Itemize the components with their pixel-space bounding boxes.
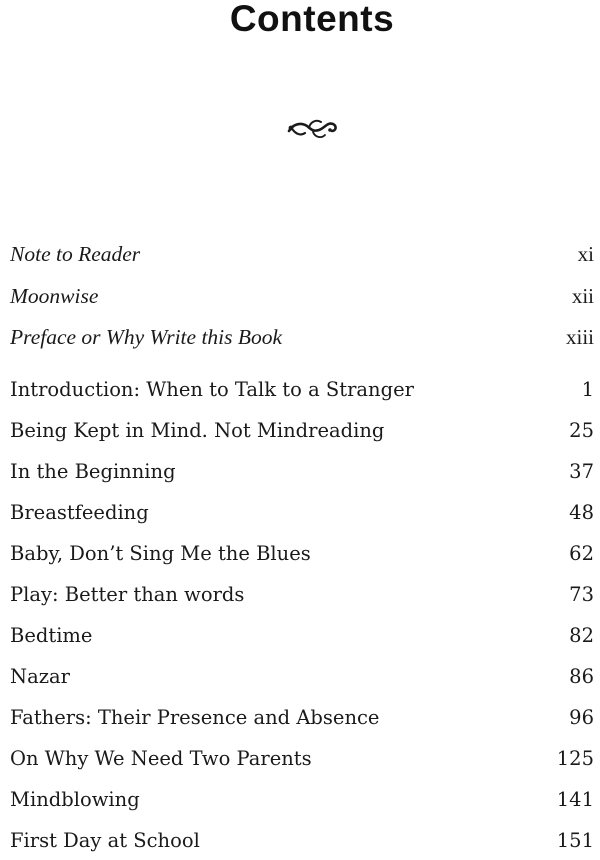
toc-entry-title: Nazar (10, 665, 70, 688)
toc-entry-page: 1 (581, 378, 594, 401)
toc-entry-title: Fathers: Their Presence and Absence (10, 706, 380, 729)
toc-entry-page: xii (571, 284, 594, 308)
toc-entry-title: On Why We Need Two Parents (10, 747, 312, 770)
toc-entry[interactable] (10, 501, 594, 531)
toc-entry-title: Bedtime (10, 624, 93, 647)
toc-entry[interactable] (10, 829, 594, 859)
toc-entry-title: First Day at School (10, 829, 200, 852)
toc-entry[interactable] (10, 624, 594, 654)
toc-entry-page: xi (577, 242, 594, 266)
toc-entry[interactable] (10, 460, 594, 490)
toc-entry-page: 125 (556, 747, 594, 770)
toc-entry[interactable] (10, 419, 594, 449)
toc-entry-page: 141 (556, 788, 594, 811)
toc-entry-title: Introduction: When to Talk to a Stranger (10, 378, 414, 401)
toc-entry-page: 82 (569, 624, 594, 647)
toc-entry-page: 25 (569, 419, 594, 442)
toc-entry-page: 151 (556, 829, 594, 852)
toc-entry[interactable] (10, 542, 594, 572)
toc-entry-title: Play: Better than words (10, 583, 245, 606)
toc-entry[interactable] (10, 242, 594, 272)
toc-entry[interactable] (10, 747, 594, 777)
toc-entry-page: 37 (569, 460, 594, 483)
toc-entry[interactable] (10, 706, 594, 736)
toc-entry[interactable] (10, 284, 594, 314)
toc-entry-page: 48 (569, 501, 594, 524)
toc-entry-title: Moonwise (10, 284, 99, 308)
page-title: Contents (229, 0, 395, 39)
toc-entry-title: Baby, Don’t Sing Me the Blues (10, 542, 311, 565)
toc-entry-title: Mindblowing (10, 788, 140, 811)
toc-entry[interactable] (10, 788, 594, 818)
toc-entry-title: In the Beginning (10, 460, 176, 483)
toc-entry-title: Being Kept in Mind. Not Mindreading (10, 419, 385, 442)
toc-entry[interactable] (10, 665, 594, 695)
toc-entry-page: 62 (569, 542, 594, 565)
toc-entry-page: xiii (565, 325, 594, 349)
toc-entry-page: 96 (569, 706, 594, 729)
toc-entry[interactable] (10, 583, 594, 613)
toc-entry-title: Breastfeeding (10, 501, 149, 524)
toc-entry[interactable] (10, 378, 594, 408)
toc-entry-title: Note to Reader (10, 242, 141, 266)
toc-entry-page: 73 (569, 583, 594, 606)
fleuron-icon (283, 114, 339, 142)
toc-entry[interactable] (10, 325, 594, 355)
toc-entry-title: Preface or Why Write this Book (10, 325, 283, 349)
toc-entry-page: 86 (569, 665, 594, 688)
